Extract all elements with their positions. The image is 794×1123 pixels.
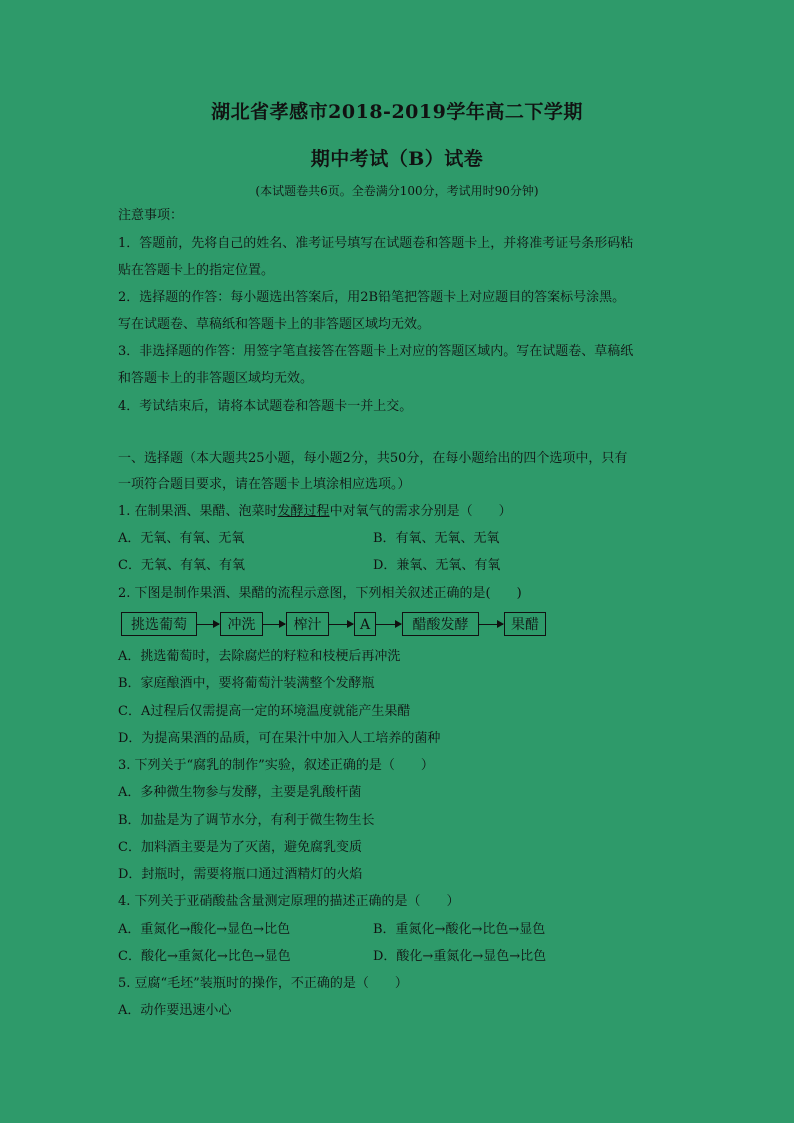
q3-option-a: A．多种微生物参与发酵，主要是乳酸杆菌	[118, 785, 362, 800]
notes-heading: 注意事项：	[118, 208, 184, 223]
notes-line: 2．选择题的作答：每小题选出答案后，用2B铅笔把答题卡上对应题目的答案标号涂黑。	[118, 290, 626, 305]
q1-option-b: B．有氧、无氧、无氧	[373, 531, 500, 546]
flow-arrow-icon	[329, 624, 353, 625]
flow-step: A	[354, 612, 376, 636]
q4-option-b: B．重氮化→酸化→比色→显色	[373, 922, 546, 937]
q1-stem-post: 中对氧气的需求分别是（ ）	[329, 504, 512, 519]
question-5-stem: 5. 豆腐“毛坯”装瓶时的操作，不正确的是（ ）	[118, 976, 408, 991]
section-heading-line2: 一项符合题目要求，请在答题卡上填涂相应选项。）	[118, 477, 411, 492]
q2-option-c: C．A过程后仅需提高一定的环境温度就能产生果醋	[118, 704, 411, 719]
flow-arrow-icon	[263, 624, 285, 625]
flow-arrow-icon	[479, 624, 503, 625]
q4-option-a: A．重氮化→酸化→显色→比色	[118, 922, 291, 937]
q2-option-a: A．挑选葡萄时，去除腐烂的籽粒和枝梗后再冲洗	[118, 649, 401, 664]
q3-option-b: B．加盐是为了调节水分，有利于微生物生长	[118, 813, 375, 828]
flow-step: 果醋	[504, 612, 546, 636]
section-heading-line1: 一、选择题（本大题共25小题，每小题2分，共50分，在每小题给出的四个选项中，只有	[118, 451, 628, 466]
notes-line: 1．答题前，先将自己的姓名、准考证号填写在试题卷和答题卡上，并将准考证号条形码粘	[118, 236, 634, 251]
question-1-stem	[118, 503, 512, 521]
q1-option-d: D．兼氧、无氧、有氧	[373, 558, 501, 573]
exam-subtitle: (本试题卷共6页。全卷满分100分，考试用时90分钟)	[255, 184, 539, 198]
q4-option-c: C．酸化→重氮化→比色→显色	[118, 949, 291, 964]
flow-step: 醋酸发酵	[402, 612, 479, 636]
q3-option-c: C．加料酒主要是为了灭菌，避免腐乳变质	[118, 840, 362, 855]
q5-option-a: A．动作要迅速小心	[118, 1003, 232, 1018]
q2-option-b: B．家庭酿酒中，要将葡萄汁装满整个发酵瓶	[118, 676, 375, 691]
exam-title-line1: 湖北省孝感市2018-2019学年高二下学期	[211, 101, 583, 123]
question-2-stem: 2. 下图是制作果酒、果醋的流程示意图，下列相关叙述正确的是( )	[118, 586, 522, 601]
flow-step: 冲洗	[220, 612, 263, 636]
question-4-stem: 4. 下列关于亚硝酸盐含量测定原理的描述正确的是（ ）	[118, 894, 460, 909]
notes-line: 贴在答题卡上的指定位置。	[118, 263, 275, 278]
q1-stem-underlined: 发酵过程	[277, 504, 330, 519]
q1-option-c: C．无氧、有氧、有氧	[118, 558, 245, 573]
q1-option-a: A．无氧、有氧、无氧	[118, 531, 245, 546]
q2-option-d: D．为提高果酒的品质，可在果汁中加入人工培养的菌种	[118, 731, 441, 746]
q4-option-d: D．酸化→重氮化→显色→比色	[373, 949, 547, 964]
flow-arrow-icon	[376, 624, 401, 625]
notes-line: 和答题卡上的非答题区域均无效。	[118, 371, 314, 386]
question-3-stem: 3. 下列关于“腐乳的制作”实验，叙述正确的是（ ）	[118, 758, 434, 773]
notes-line: 3．非选择题的作答：用签字笔直接答在答题卡上对应的答题区域内。写在试题卷、草稿纸	[118, 344, 634, 359]
q3-option-d: D．封瓶时，需要将瓶口通过酒精灯的火焰	[118, 867, 363, 882]
notes-line: 4．考试结束后，请将本试题卷和答题卡一并上交。	[118, 399, 413, 414]
exam-title-line2: 期中考试（B）试卷	[310, 148, 484, 170]
flow-step: 挑选葡萄	[121, 612, 197, 636]
flow-step: 榨汁	[286, 612, 329, 636]
flow-arrow-icon	[197, 624, 219, 625]
q1-stem-pre: 1. 在制果酒、果醋、泡菜时	[118, 504, 278, 519]
notes-line: 写在试题卷、草稿纸和答题卡上的非答题区域均无效。	[118, 317, 431, 332]
